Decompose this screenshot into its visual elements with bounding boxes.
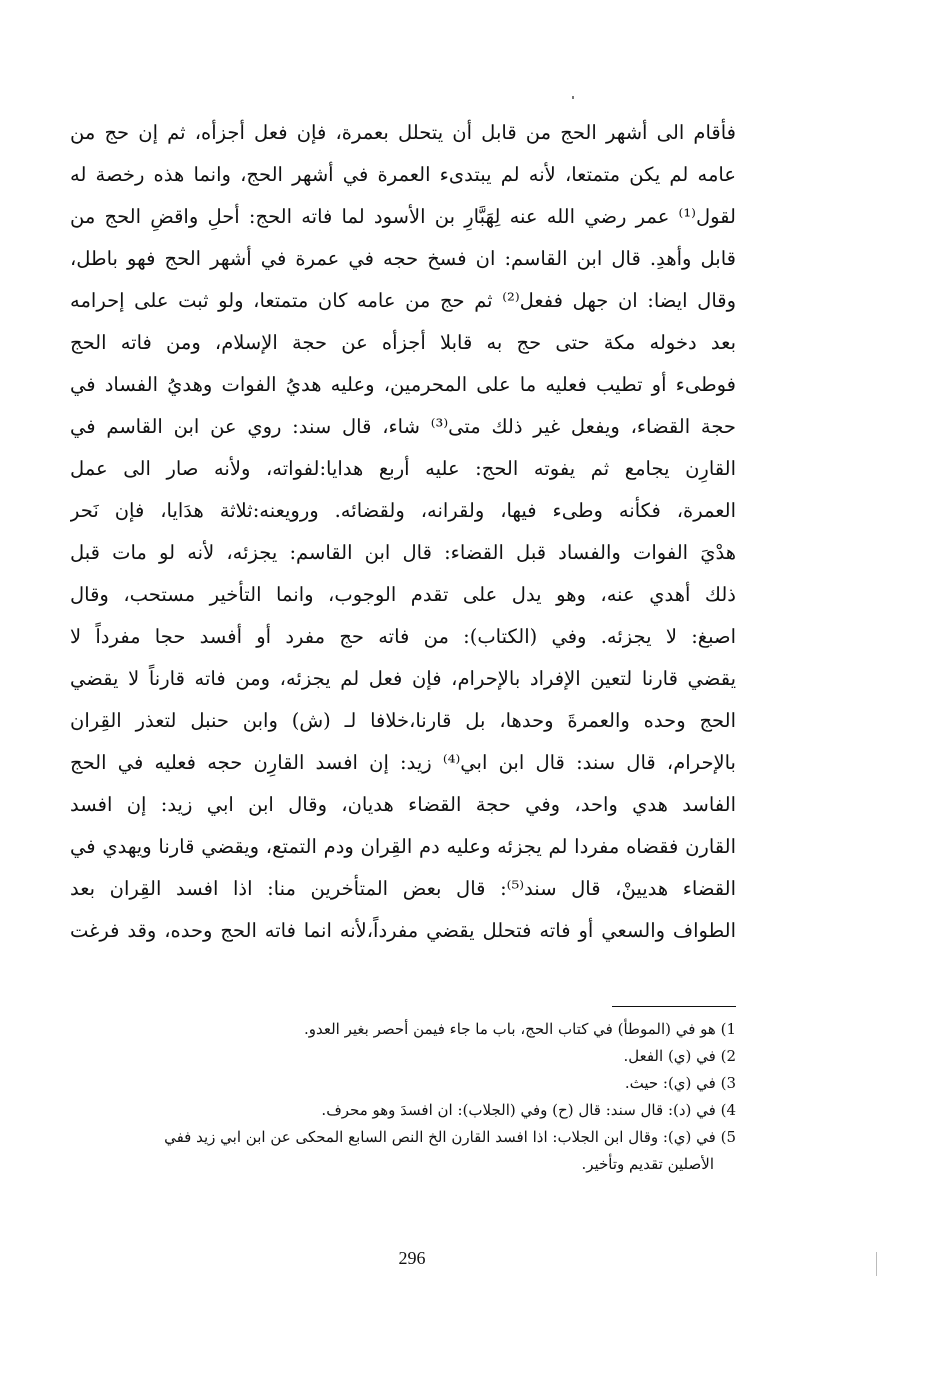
text-line: القارن فقضاه مفردا لم يجزئه وعليه دم القِران ودم التمتع، ويقضي قارنا ويهدي في <box>70 835 736 858</box>
text-line: وقال ايضا: ان جهل ففعل⁽²⁾ ثم حج من عامه كان متمتعا، ولو ثبت على إحرامه <box>70 289 736 312</box>
footnote-1: 1) هو في (الموطأ) في كتاب الحج، باب ما جاء فيمن أحصر بغير العدو. <box>303 1020 736 1038</box>
footnote-2: 2) في (ي) الفعل. <box>623 1047 736 1065</box>
footnote-5-continuation: الأصلين تقديم وتأخير. <box>581 1155 714 1173</box>
text-line: العمرة، فكأنه وطىء فيها، ولقرانه، ولقضائه. ورويعنه:ثلاثة هدَايا، فإن نَحر <box>70 499 736 522</box>
text-line: لقول⁽¹⁾ عمر رضي الله عنه لِهَبَّارِ بن الأسود لما فاته الحج: أحلِ واقضِ الحج من <box>70 205 736 228</box>
text-line: فأقام الى أشهر الحج من قابل أن يتحلل بعمرة، فإن فعل أجزأه، ثم إن حج من <box>70 121 736 144</box>
text-line: هدْيَ الفوات والفساد قبل القضاء: قال ابن القاسم: يجزئه، لأنه لو مات قبل <box>70 541 736 564</box>
text-line: بعد دخوله مكة حتى حج به قابلا أجزأه عن حجة الإسلام، ومن فاته الحج <box>70 331 736 354</box>
text-line: عامه لم يكن متمتعا، لأنه لم يبتدىء العمرة في أشهر الحج، وانما هذه رخصة له <box>70 163 736 186</box>
text-line: ذلك أهدي عنه، وهو يدل على تقدم الوجوب، وانما التأخير مستحب، وقال <box>70 583 736 606</box>
text-line: الفاسد هدي واحد، وفي حجة القضاء هديان، وقال ابن ابي زيد: إن افسد <box>70 793 736 816</box>
footnote-5: 5) في (ي): وقال ابن الجلاب: اذا افسد القارن الخ النص السابع المحكى عن ابن ابي زيد ففي <box>164 1128 736 1146</box>
scan-line-artifact <box>876 1252 877 1276</box>
footnote-4: 4) في (د): قال سند: قال (ح) وفي (الجلاب): ان افسدَ وهو محرف. <box>321 1101 736 1119</box>
footnote-separator <box>612 1006 736 1007</box>
text-line: الحج وحده والعمرةَ وحدها، بل قارنا،خلافا لـ (ش) وابن حنبل لتعذر القِران <box>70 709 736 732</box>
scan-speck <box>572 96 574 99</box>
page-number: 296 <box>398 1248 426 1268</box>
text-line: فوطىء أو تطيب فعليه ما على المحرمين، وعليه هديُ الفوات وهديُ الفساد في <box>70 373 736 396</box>
text-line: اصبغ: لا يجزئه. وفي (الكتاب): من فاته حج مفرد أو أفسد حجا مفرداً لا <box>70 625 736 648</box>
text-line: قابل وأهدِ. قال ابن القاسم: ان فسخ حجه في عمرة في أشهر الحج فهو باطل، <box>70 247 736 270</box>
text-line: القضاء هديينْ، قال سند⁽⁵⁾: قال بعض المتأخرين منا: اذا افسد القِران بعد <box>70 877 736 900</box>
text-line: القارِن يجامع ثم يفوته الحج: عليه أربع هدايا:لفواته، ولأنه صار الى عمل <box>70 457 736 480</box>
text-line: حجة القضاء، ويفعل غير ذلك متى⁽³⁾ شاء، قال سند: روي عن ابن القاسم في <box>70 415 736 438</box>
text-line: الطواف والسعي أو فاته فتحلل يقضي مفرداً،لأنه انما فاته الحج وحده، وقد فرغت <box>70 919 736 942</box>
footnotes-block <box>10 1016 736 1178</box>
text-line: بالإحرام، قال سند: قال ابن ابي⁽⁴⁾ زيد: إن افسد القارِن حجه فعليه في الحج <box>70 751 736 774</box>
main-text-block <box>70 112 736 952</box>
footnote-3: 3) في (ي): حيث. <box>624 1074 736 1092</box>
text-line: يقضي قارنا لتعين الإفراد بالإحرام، فإن فعل لم يجزئه، ومن فاته قارناً لا يقضي <box>70 667 736 690</box>
